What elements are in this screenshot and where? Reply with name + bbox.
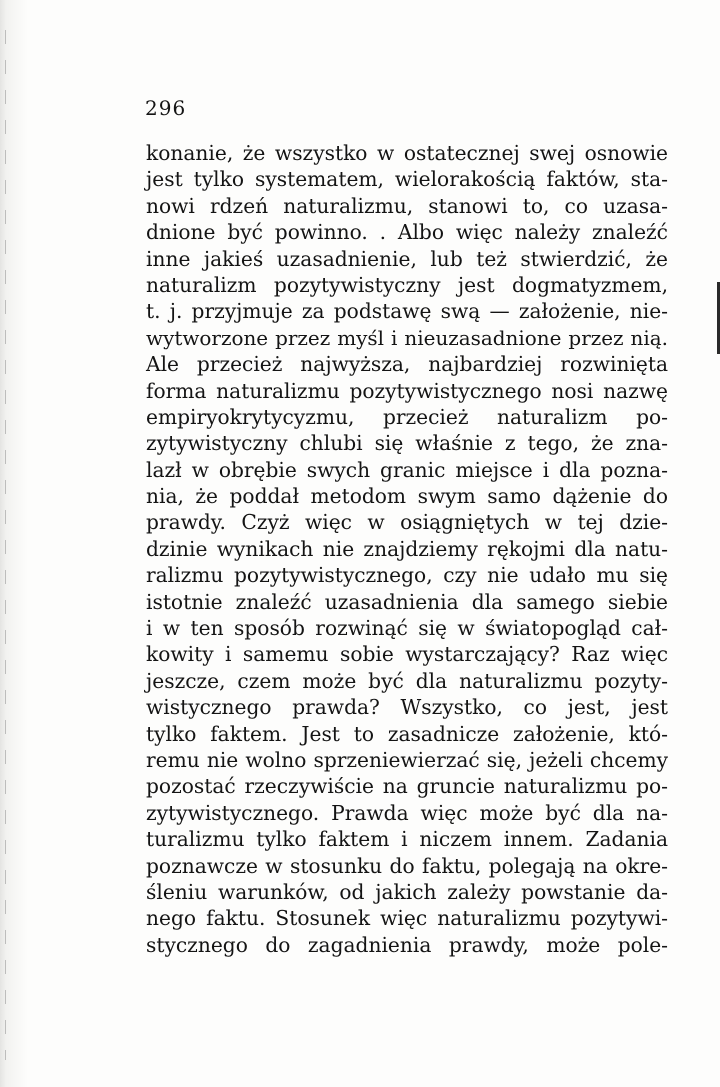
text-line: ralizmu pozytywistycznego, czy nie udało mu się bbox=[146, 563, 668, 588]
text-line: dzinie wynikach nie znajdziemy rękojmi dla natu- bbox=[146, 536, 668, 561]
text-line: stycznego do zagadnienia prawdy, może pole- bbox=[146, 932, 668, 957]
text-line: tylko faktem. Jest to zasadnicze założenie, któ- bbox=[146, 721, 668, 746]
text-line: kowity i samemu sobie wystarczający? Raz więc bbox=[146, 642, 668, 667]
text-line: wytworzone przez myśl i nieuzasadnione przez nią. bbox=[146, 325, 668, 350]
text-line: empiryokrytycyzmu, przecież naturalizm po- bbox=[146, 404, 668, 429]
text-line: nego faktu. Stosunek więc naturalizmu pozytywi- bbox=[146, 906, 668, 931]
text-line: śleniu warunków, od jakich zależy powstanie da- bbox=[146, 879, 668, 904]
text-line: zytywistycznego. Prawda więc może być dla na- bbox=[146, 800, 668, 825]
text-line: nowi rdzeń naturalizmu, stanowi to, co uzasa- bbox=[146, 193, 668, 218]
text-line: zytywistyczny chlubi się właśnie z tego, że zna- bbox=[146, 431, 668, 456]
binding-edge bbox=[5, 30, 6, 1060]
text-line: i w ten sposób rozwinąć się w światopogląd cał- bbox=[146, 616, 668, 641]
text-line: turalizmu tylko faktem i niczem innem. Zadania bbox=[146, 827, 668, 852]
text-line: pozostać rzeczywiście na gruncie naturalizmu po- bbox=[146, 774, 668, 799]
body-text bbox=[146, 140, 668, 958]
text-line: wistycznego prawda? Wszystko, co jest, jest bbox=[146, 695, 668, 720]
text-line: inne jakieś uzasadnienie, lub też stwierdzić, że bbox=[146, 246, 668, 271]
text-line: naturalizm pozytywistyczny jest dogmatyzmem, bbox=[146, 272, 668, 297]
text-line: forma naturalizmu pozytywistycznego nosi nazwę bbox=[146, 378, 668, 403]
text-line: prawdy. Czyż więc w osiągniętych w tej dzie- bbox=[146, 510, 668, 535]
text-line: t. j. przyjmuje za podstawę swą — założenie, nie- bbox=[146, 299, 668, 324]
text-line: konanie, że wszystko w ostatecznej swej osnowie bbox=[146, 141, 668, 165]
text-line: remu nie wolno sprzeniewierzać się, jeżeli chcemy bbox=[146, 747, 668, 772]
text-line: jeszcze, czem może być dla naturalizmu pozyty- bbox=[146, 668, 668, 693]
text-line: dnione być powinno. . Albo więc należy znaleźć bbox=[146, 220, 668, 245]
text-line: Ale przecież najwyższa, najbardziej rozwinięta bbox=[146, 352, 668, 377]
text-line: lazł w obrębie swych granic miejsce i dla pozna- bbox=[146, 457, 668, 482]
page-gutter-shadow bbox=[0, 0, 40, 1087]
text-line: jest tylko systematem, wielorakością faktów, sta- bbox=[146, 167, 668, 192]
text-line: poznawcze w stosunku do faktu, polegają na okre- bbox=[146, 853, 668, 878]
text-line: nia, że poddał metodom swym samo dążenie do bbox=[146, 484, 668, 509]
text-line: istotnie znaleźć uzasadnienia dla samego siebie bbox=[146, 589, 668, 614]
page-number: 296 bbox=[145, 96, 187, 120]
